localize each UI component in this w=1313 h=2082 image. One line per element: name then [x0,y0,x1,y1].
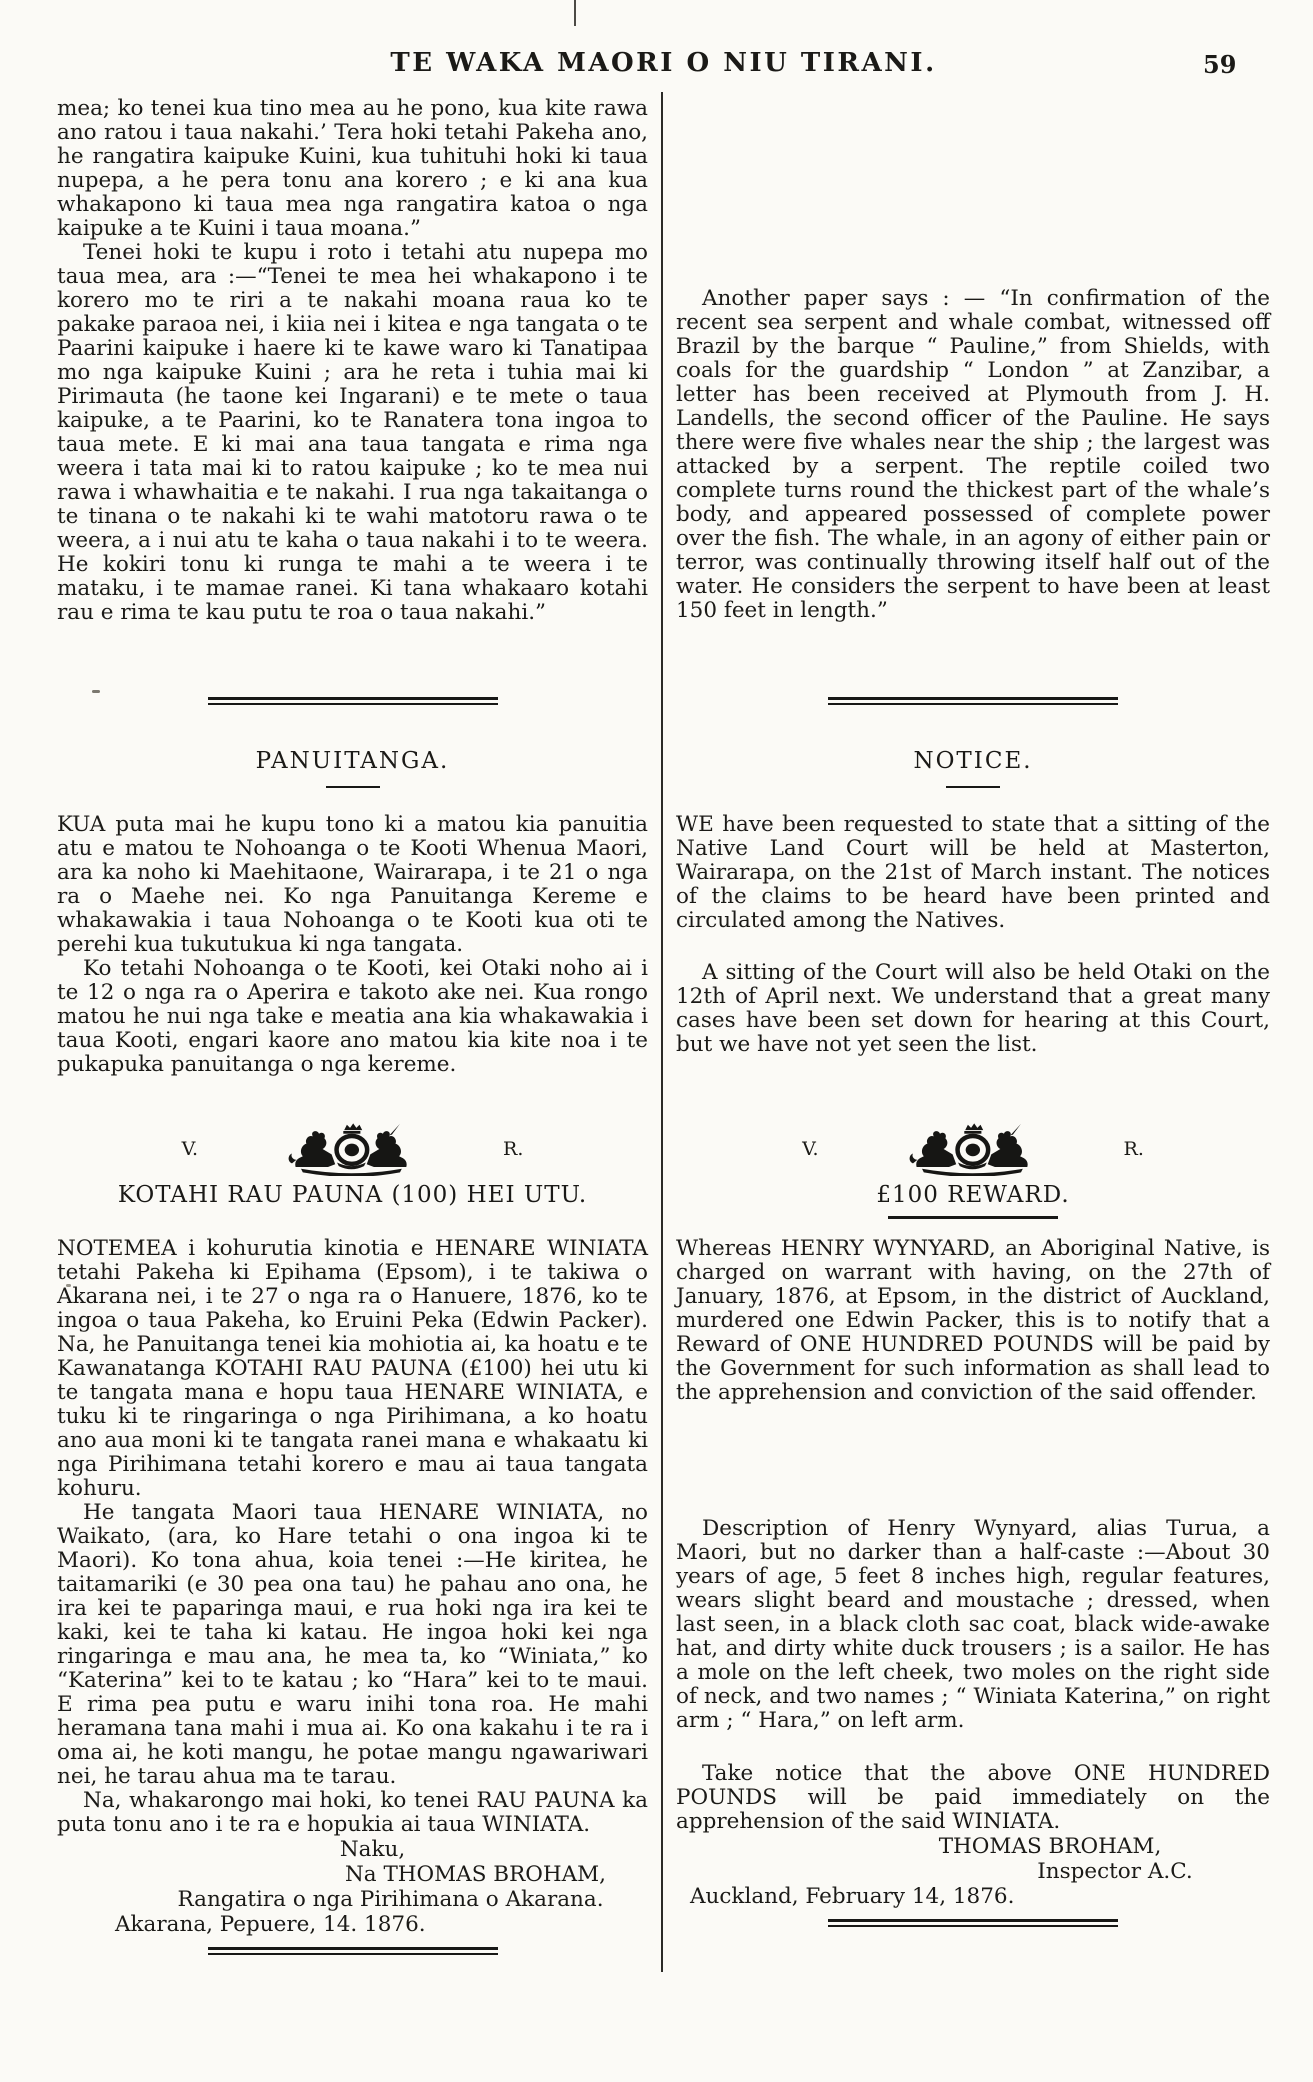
crest-initial-r: R. [1123,1138,1144,1160]
paragraph-reward-maori-2: He tangata Maori taua HENARE WINIATA, no Waikato, (ara, ko Hare tetahi o ona ingoa ki te Maori). Ko tona ahua, koia tenei :—He kiritea, he taitamariki (e 30 pea ona tau) he pahau ano ona, he ira kei te paparinga maui, e rua hoki nga ira kei te kaki, kei te taha ki katau. He ingoa hoki kei nga ringaringa e mau ana, he mea ta, ko “Winiata,” ko “Katerina” kei to te katau ; ko “Hara” kei to te maui. E rima pea putu e waru inihi tona roa. He mahi heramana tana mahi i mua ai. Ko ona kakahu i te ra i oma ai, he koti mangu, he potae mangu ngawariwari nei, he tarau ahua ma te tarau. [57,1500,648,1789]
paragraph-serpent-english: Another paper says : — “In confirmation of the recent sea serpent and whale combat, witnessed off Brazil by the barque “ Pauline,” from Shields, with coals for the guardship “ London ” at Zanzibar, a letter has been received at Plymouth from J. H. Landells, the second officer of the Pauline. He says there were five whales near the ship ; the largest was attacked by a serpent. The reptile coiled two complete turns round the thickest part of the whale’s body, and appeared possessed of complete power over the fish. The whale, in an agony of either pain or terror, was continually throwing itself half out of the water. He considers the serpent to have been at least 150 feet in length.” [676,286,1270,623]
signature-dateline: Auckland, February 14, 1876. [690,1884,1015,1909]
paragraph-serpent-maori-1: mea; ko tenei kua tino mea au he pono, kua kite rawa ano ratou i taua nakahi.’ Tera hoki tetahi Pakeha ano, he rangatira kaipuke Kuini, kua tuhituhi hoki ki taua nupepa, a he pera tonu ana korero ; e ki ana kua whakapono ki taua mea nga rangatira katoa o nga kaipuke a te Kuini i taua moana.” [57,96,648,241]
section-divider-wrap [676,697,1270,705]
paragraph-panuitanga-2: Ko tetahi Nohoanga o te Kooti, kei Otaki noho ai i te 12 o nga ra o Aperira e takoto ake nei. Kua rongo matou he nui nga take e meatia ana kia whakawakia i taua Kooti, engari kaore ano matou kia kite noa i te pukapuka panuitanga o nga kereme. [57,956,648,1077]
fold-mark [574,0,576,26]
royal-coat-of-arms-icon [283,1122,418,1176]
paragraph-notice-2: A sitting of the Court will also be held Otaki on the 12th of April next. We understand that a great many cases have been set down for hearing at this Court, but we have not yet seen the list. [676,960,1270,1057]
notice-heading-block [676,749,1270,788]
paragraph-reward-english-1: Whereas HENRY WYNYARD, an Aboriginal Native, is charged on warrant with having, on the 27th of January, 1876, at Epsom, in the district of Auckland, murdered one Edwin Packer, this is to notify that a Reward of ONE HUNDRED POUNDS will be paid by the Government for such information as shall lead to the apprehension and conviction of the said offender. [676,1236,1270,1405]
signature-title: Rangatira o nga Pirihimana o Akarana. [177,1887,604,1912]
royal-crest-row [57,1117,648,1181]
royal-crest-row [676,1117,1270,1181]
reward-body-english [676,1237,1270,1927]
sea-serpent-english-section [676,287,1270,623]
paragraph-reward-maori-1: NOTEMEA i kohurutia kinotia e HENARE WINIATA tetahi Pakeha ki Epihama (Epsom), i te takiwa o Akarana nei, i te 27 o nga ra o Hanuere, 1876, ko te ingoa o taua Pakeha, ko Eruini Peka (Edwin Packer). Na, he Panuitanga tenei kia mohiotia ai, ka hoatu e te Kawanatanga KOTAHI RAU PAUNA (£100) hei utu ki te tangata mana e hopu taua HENARE WINIATA, e tuku ki te ringaringa o nga Pirihimana, a ko hoatu ano aua moni ki te tangata ranei mana e whakaatu ki nga Pirihimana tetahi korero e mau ai taua tangata kohuru. [57,1236,648,1501]
heading-rule [326,786,380,788]
reward-heading-english: £100 REWARD. [876,1182,1070,1208]
royal-coat-of-arms-icon [904,1122,1039,1176]
section-divider-rule [208,697,498,705]
crest-initial-r: R. [503,1138,524,1160]
panuitanga-heading: PANUITANGA. [255,748,450,774]
signature-name: THOMAS BROHAM, [938,1834,1162,1859]
panuitanga-body [57,813,648,1077]
heading-rule [946,786,1000,788]
paragraph-panuitanga-1: KUA puta mai he kupu tono ki a matou kia panuitia atu e matou te Nohoanga o te Kooti Whenua Maori, ara ka noho ki Maehitaone, Wairarapa, i te 21 o nga ra o Maehe nei. Ko nga Panuitanga Kereme e whakawakia i taua Nohoanga o te Kooti kua oti te perehi kua tukutukua ki nga tangata. [57,812,648,957]
crest-initial-v: V. [802,1138,819,1160]
reward-heading-rule [888,1216,1058,1219]
paragraph-serpent-maori-2: Tenei hoki te kupu i roto i tetahi atu nupepa mo taua mea, ara :—“Tenei te mea hei whakapono i te korero mo te riri a te nakahi moana raua ko te pakake paraoa nei, i kiia nei i kitea e nga tangata o te Paarini kaipuke i haere ki te kawe waro ki Tanatipaa mo nga kaipuke Kuini ; ara he reta i tuhia mai ki Pirimauta (he taone kei Ingarani) e te mete o taua kaipuke, a te Paarini, ko te Ranatera tona ingoa to taua mete. E ki mai ana taua tangata e rima nga weera i tata mai ki to ratou kaipuke ; ko te mea nui rawa i whawhaitia e te nakahi. I rua nga takaitanga o te tinana o te nakahi ki te wahi matotoru rawa o te weera, a i nui atu te kaha o taua nakahi i to te weera. He kokiri tonu ki runga te mahi a te weera i te mataku, i te mamae ranei. Ki tana whakaaro kotahi rau e rima te kau putu te roa o taua nakahi.” [57,240,648,625]
paragraph-reward-english-3: Take notice that the above ONE HUNDRED POUNDS will be paid immediately on the apprehension of the said WINIATA. [676,1761,1270,1834]
signature-name: Na THOMAS BROHAM, [344,1862,607,1887]
panuitanga-heading-block [57,749,648,788]
sea-serpent-maori-section [57,97,648,625]
bottom-rule [828,1919,1118,1927]
reward-heading-block-maori [57,1183,648,1207]
scan-artifact [92,690,100,693]
section-divider-wrap [57,697,648,705]
bottom-rule [208,1947,498,1955]
reward-body-maori [57,1237,648,1955]
page-number: 59 [1203,50,1237,79]
signature-title: Inspector A.C. [1037,1859,1193,1884]
masthead-title: TE WAKA MAORI O NIU TIRANI. [390,48,937,78]
reward-heading-block-english [676,1183,1270,1219]
paragraph-notice-1: WE have been requested to state that a sitting of the Native Land Court will be held at Masterton, Wairarapa, on the 21st of March instant. The notices of the claims to be heard have been printed and circulated among the Natives. [676,812,1270,933]
notice-body [676,813,1270,1057]
crest-initial-v: V. [181,1138,199,1160]
signature-dateline: Akarana, Pepuere, 14. 1876. [115,1912,426,1937]
signature-naku: Naku, [339,1837,406,1862]
paragraph-reward-maori-3: Na, whakarongo mai hoki, ko tenei RAU PAUNA ka puta tonu ano i te ra e hopukia ai taua WINIATA. [57,1788,648,1837]
column-divider [661,92,663,1972]
paragraph-reward-english-2: Description of Henry Wynyard, alias Turua, a Maori, but no darker than a half-caste :—About 30 years of age, 5 feet 8 inches high, regular features, wears slight beard and moustache ; dressed, when last seen, in a black cloth sac coat, black wide-awake hat, and dirty white duck trousers ; is a sailor. He has a mole on the left cheek, two moles on the right side of neck, and two names ; “ Winiata Katerina,” on right arm ; “ Hara,” on left arm. [676,1516,1270,1733]
section-divider-rule [828,697,1118,705]
reward-heading-maori: KOTAHI RAU PAUNA (100) HEI UTU. [117,1182,588,1208]
notice-heading: NOTICE. [913,748,1033,774]
